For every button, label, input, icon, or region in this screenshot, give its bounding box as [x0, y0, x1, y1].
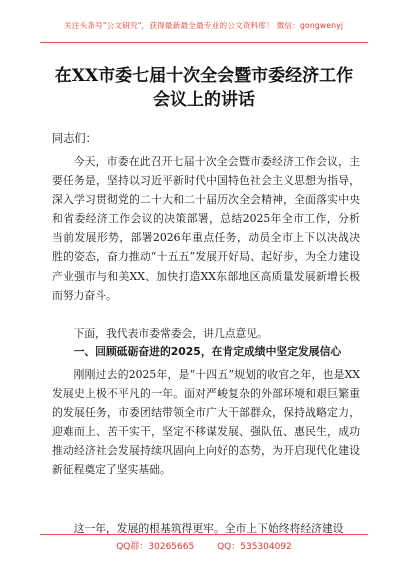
section-heading: 一、回顾砥砺奋进的2025，在肯定成绩中坚定发展信心 [73, 345, 342, 358]
footer [0, 539, 408, 552]
salutation: 同志们： [52, 132, 97, 145]
paragraph-review: 刚刚过去的2025年，是“十四五”规划的收官之年，也是XX发展史上极不平凡的一年。面对严峻复杂的外部环境和艰巨繁重的发展任务，市委团结带领全市广大干部群众，保持战略定力，迎难而上、苦干实干，坚定不移谋发展、强队伍、惠民生，成功推动经济社会发展持续巩固向上向好的态势，为开启现代化建设新征程奠定了坚实基础。 [52, 368, 360, 477]
title-line-1: 在XX市委七届十次全会暨市委经济工作 [54, 66, 354, 86]
title-line-2: 会议上的讲话 [153, 90, 255, 110]
document-title [40, 64, 368, 112]
footer-divider [40, 534, 368, 535]
paragraph-outline: 下面，我代表市委常委会，讲几点意见。 [73, 327, 268, 340]
header-note: 关注头条号"公文研究"，获得最新最全最专业的公文资料库！ 微信：gongwenyj [64, 21, 344, 30]
footer-qq-group: QQ群：30265665 [116, 542, 195, 552]
header-divider [40, 42, 368, 43]
paragraph-intro: 今天，市委在此召开七届十次全会暨市委经济工作会议，主要任务是，坚持以习近平新时代中国特色社会主义思想为指导，深入学习贯彻党的二十大和二十届历次全会精神，全面落实中央和省委经济工作会议的决策部署，总结2025年全市工作，分析当前发展形势，部署2026年重点任务，动员全市上下以决战决胜的姿态，奋力推动“十五五”发展开好局、起好步，为全力建设产业强市与和美XX、加快打造XX东部地区高质量发展新增长极而努力奋斗。 [52, 155, 360, 302]
footer-qq: QQ：535304092 [217, 542, 292, 552]
paragraph-continued: 这一年，发展的根基筑得更牢。全市上下始终将经济建设 [73, 522, 344, 535]
